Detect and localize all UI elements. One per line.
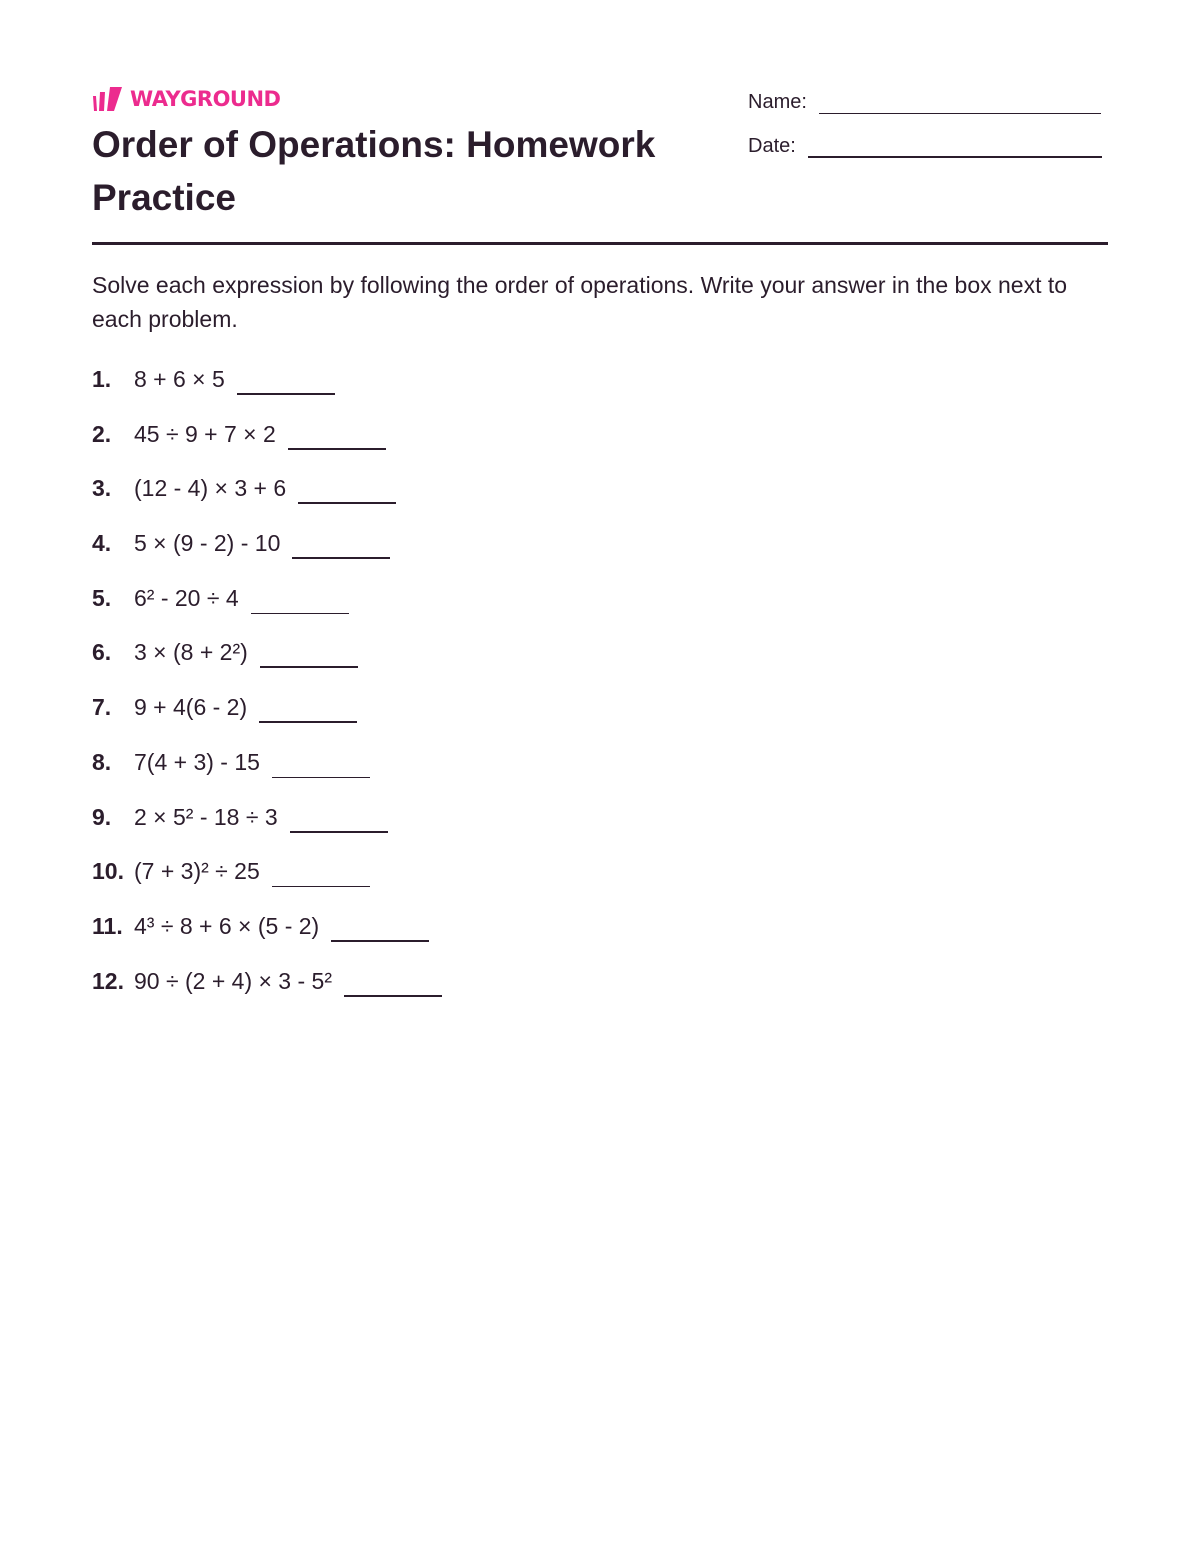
date-label: Date: (748, 135, 796, 157)
problem-number: 8. (92, 748, 112, 775)
brand-name: WAYGROUND (130, 87, 281, 111)
problem-number: 2. (92, 420, 112, 447)
name-blank[interactable] (819, 113, 1101, 114)
answer-blank[interactable] (288, 415, 386, 450)
problem-item (92, 469, 792, 524)
instructions: Solve each expression by following the order of operations. Write your answer in the box next to each problem. (92, 272, 1068, 332)
answer-blank[interactable] (272, 743, 370, 778)
answer-blank[interactable] (251, 579, 349, 614)
problem-item (92, 798, 792, 853)
name-label: Name: (748, 91, 807, 113)
brand-logo (92, 86, 281, 112)
problem-expression: 5 × (9 - 2) - 10 (134, 530, 281, 557)
problem-number: 11. (92, 912, 123, 939)
problem-expression: 3 × (8 + 2²) (134, 639, 248, 666)
problem-item (92, 524, 792, 579)
answer-blank[interactable] (331, 907, 429, 942)
wayground-logo-icon (92, 87, 124, 111)
problem-expression: (7 + 3)² ÷ 25 (134, 858, 260, 885)
problem-item (92, 688, 792, 743)
problem-expression: 8 + 6 × 5 (134, 366, 225, 392)
problem-expression: (12 - 4) × 3 + 6 (134, 475, 287, 502)
problem-number: 6. (92, 639, 112, 666)
answer-blank[interactable] (259, 688, 357, 723)
problem-item (92, 579, 792, 634)
answer-blank[interactable] (260, 633, 358, 668)
problem-item (92, 633, 792, 688)
name-field (748, 88, 1101, 116)
answer-blank[interactable] (290, 798, 388, 833)
problem-number: 4. (92, 530, 112, 557)
problem-item (92, 907, 792, 962)
problem-expression: 7(4 + 3) - 15 (134, 748, 260, 775)
problem-number: 1. (92, 366, 112, 392)
problem-expression: 45 ÷ 9 + 7 × 2 (134, 420, 276, 447)
problem-number: 7. (92, 694, 112, 721)
problem-item (92, 852, 792, 907)
answer-blank[interactable] (292, 524, 390, 559)
problem-number: 5. (92, 584, 112, 611)
problem-number: 10. (92, 858, 124, 885)
problem-item (92, 743, 792, 798)
problem-expression: 90 ÷ (2 + 4) × 3 - 5² (134, 967, 332, 994)
problem-item (92, 962, 792, 1017)
answer-blank[interactable] (237, 360, 335, 395)
answer-blank[interactable] (272, 852, 370, 887)
problem-expression: 4³ ÷ 8 + 6 × (5 - 2) (134, 912, 320, 939)
problem-number: 3. (92, 475, 112, 502)
problem-number: 12. (92, 967, 124, 994)
problem-item (92, 415, 792, 470)
date-blank[interactable] (808, 156, 1102, 158)
header-divider (92, 242, 1108, 245)
page-title: Order of Operations: Homework Practice (92, 124, 656, 218)
problem-expression: 2 × 5² - 18 ÷ 3 (134, 803, 278, 830)
problem-item (92, 360, 792, 415)
answer-blank[interactable] (298, 469, 396, 504)
problem-expression: 6² - 20 ÷ 4 (134, 584, 239, 611)
answer-blank[interactable] (344, 962, 442, 997)
date-field (748, 132, 1102, 160)
problem-expression: 9 + 4(6 - 2) (134, 694, 248, 721)
problem-list (92, 360, 792, 1016)
problem-number: 9. (92, 803, 112, 830)
